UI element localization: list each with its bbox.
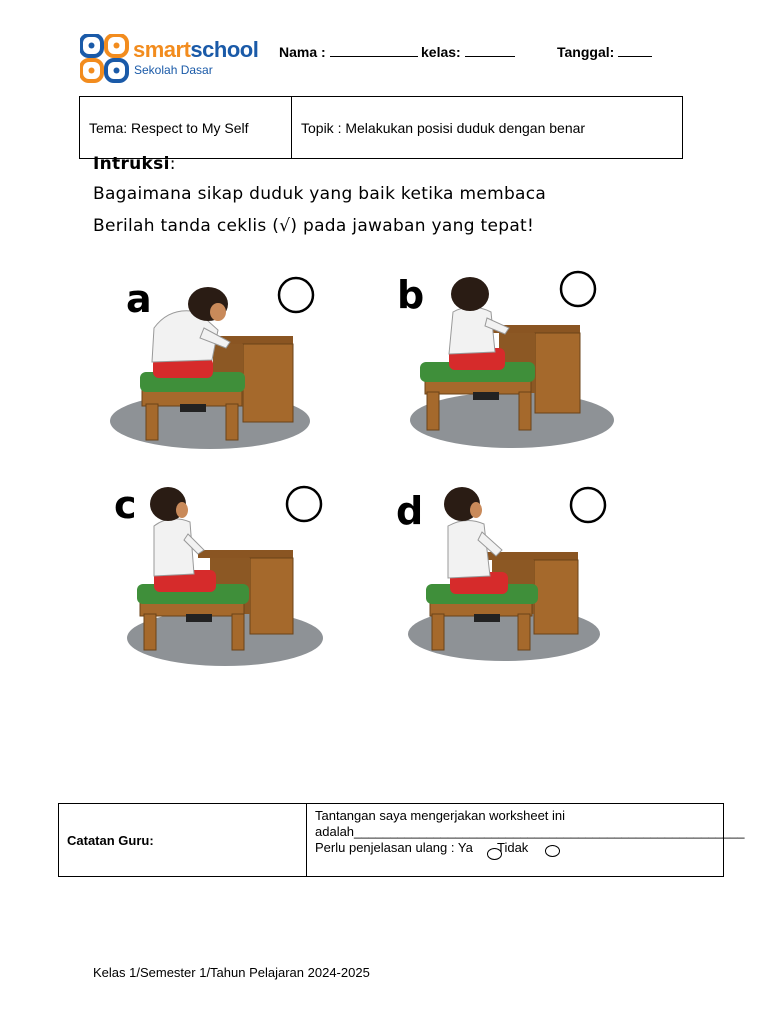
brand-name	[133, 37, 258, 63]
topik-cell: Topik : Melakukan posisi duduk dengan benar	[301, 119, 586, 136]
child-sitting-illustration-d	[408, 487, 600, 661]
brand-part-school: school	[190, 37, 259, 62]
kelas-label: kelas:	[421, 44, 461, 60]
notes-line-3: Perlu penjelasan ulang : Ya	[315, 840, 473, 855]
instruction-heading-colon: :	[169, 154, 176, 174]
brand-subtitle: Sekolah Dasar	[134, 63, 213, 77]
tidak-radio[interactable]	[545, 845, 560, 857]
option-letter-a: a	[126, 277, 152, 321]
child-sitting-illustration-c	[127, 487, 323, 666]
notes-table	[58, 803, 745, 877]
kelas-blank[interactable]	[465, 44, 515, 57]
notes-line-2[interactable]: adalah______________________________________________________	[315, 824, 745, 839]
option-c	[110, 478, 340, 673]
option-a	[100, 268, 330, 458]
nama-label: Nama :	[279, 44, 326, 60]
answer-circle-b[interactable]	[561, 272, 595, 306]
instruction-line-2: Berilah tanda ceklis (√) pada jawaban yang tepat!	[93, 216, 535, 236]
tema-cell: Tema: Respect to My Self	[80, 97, 292, 158]
option-d	[392, 480, 622, 675]
instruction-heading-text: Intruksi	[93, 154, 170, 174]
kelas-field	[421, 44, 515, 60]
answer-circle-c[interactable]	[287, 487, 321, 521]
child-sitting-illustration-b	[410, 277, 614, 448]
notes-line-1: Tantangan saya mengerjakan worksheet ini	[315, 808, 566, 823]
notes-content-cell	[307, 804, 745, 876]
option-b	[395, 262, 625, 457]
answer-circle-a[interactable]	[279, 278, 313, 312]
instruction-heading	[93, 154, 176, 174]
logo-mark-icon	[81, 35, 127, 81]
option-letter-d: d	[396, 489, 424, 533]
footer-text: Kelas 1/Semester 1/Tahun Pelajaran 2024-2025	[93, 965, 370, 980]
option-letter-b: b	[397, 273, 425, 317]
tanggal-blank[interactable]	[618, 44, 652, 57]
nama-blank[interactable]	[330, 44, 418, 57]
theme-table	[79, 96, 683, 159]
nama-field	[279, 44, 418, 60]
ya-radio[interactable]	[487, 848, 502, 860]
tidak-label: Tidak	[497, 840, 529, 855]
option-letter-c: c	[114, 483, 137, 527]
instruction-line-1: Bagaimana sikap duduk yang baik ketika membaca	[93, 184, 547, 204]
catatan-guru-label: Catatan Guru:	[59, 804, 307, 876]
answer-circle-d[interactable]	[571, 488, 605, 522]
brand-part-smart: smart	[133, 37, 191, 62]
tanggal-field	[557, 44, 652, 60]
tanggal-label: Tanggal:	[557, 44, 615, 60]
